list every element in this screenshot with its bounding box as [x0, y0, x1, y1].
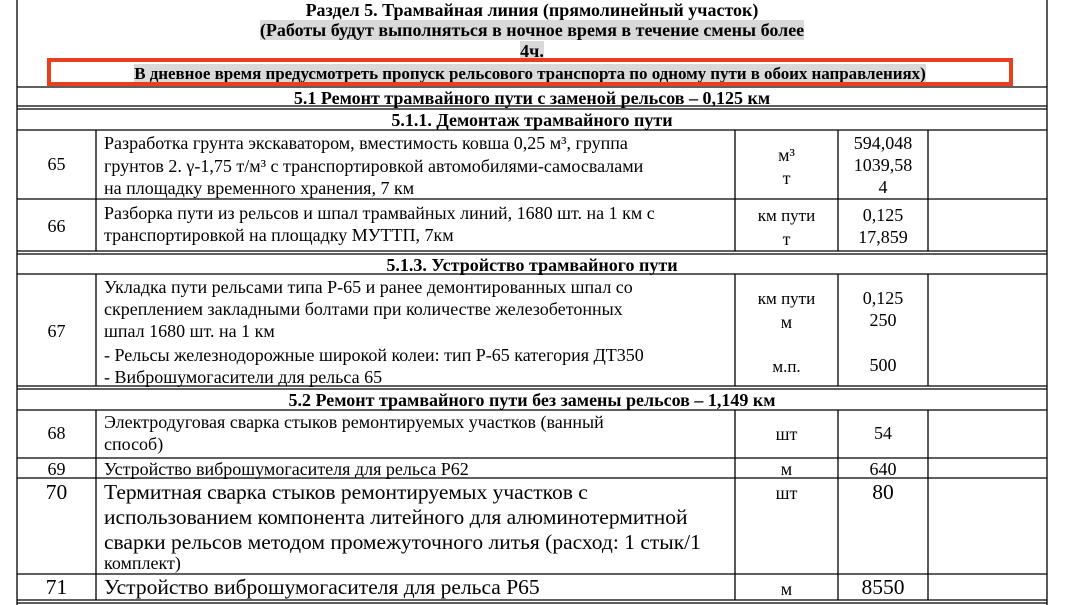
- row-66-unit: т: [782, 229, 791, 249]
- section-title: Раздел 5. Трамвайная линия (прямолинейный участок): [305, 0, 759, 20]
- row-67-qty: 500: [869, 355, 897, 375]
- row-65-unit: м³: [778, 145, 795, 165]
- row-70-number: 70: [45, 480, 68, 504]
- row-67-desc-line: - Виброшумогасители для рельса 65: [104, 367, 383, 387]
- row-65-qty: 4: [878, 177, 888, 197]
- row-67-qty: 0,125: [862, 288, 904, 308]
- row-70-desc-line: комплект): [104, 553, 181, 573]
- night-work-note: (Работы будут выполняться в ночное время в течение смены более: [259, 20, 805, 40]
- row-67-unit: м.п.: [772, 357, 801, 376]
- row-70-desc-line: использованием компонента литейного для алюминотермитной: [104, 505, 688, 529]
- row-67-unit: м: [780, 312, 793, 332]
- row-67-qty: 250: [869, 310, 897, 330]
- row-67-desc-line: - Рельсы железнодорожные широкой колеи: тип Р-65 категория ДТ350: [104, 345, 644, 365]
- row-71-desc-line: Устройство виброшумогасителя для рельса Р65: [104, 575, 540, 599]
- row-71-number: 71: [45, 575, 68, 599]
- row-71-qty: 8550: [861, 575, 905, 599]
- row-68-number: 68: [47, 423, 66, 443]
- row-70-qty: 80: [872, 480, 894, 504]
- row-65-desc-line: на площадку временного хранения, 7 км: [104, 178, 415, 198]
- row-65-unit: т: [782, 168, 791, 188]
- daytime-traffic-note: В дневное время предусмотреть пропуск рельсового транспорта по одному пути в обоих направлениях): [134, 64, 926, 83]
- row-65-qty: 1039,58: [853, 155, 913, 175]
- row-69-desc-line: Устройство виброшумогасителя для рельса Р62: [104, 459, 469, 479]
- row-67-desc-line: скреплением закладными болтами при количестве железобетонных: [104, 299, 623, 319]
- row-70-desc-line: Термитная сварка стыков ремонтируемых участков с: [104, 480, 588, 504]
- row-65-desc-line: грунтов 2. γ-1,75 т/м³ с транспортировкой автомобилями-самосвалами: [104, 156, 644, 176]
- row-65-number: 65: [47, 154, 66, 174]
- row-65-qty: 594,048: [853, 133, 913, 153]
- highlight-box: [47, 58, 1013, 86]
- night-work-note-cont: 4ч.: [520, 41, 544, 61]
- row-65-desc-line: Разработка грунта экскаватором, вместимость ковша 0,25 м³, группа: [104, 133, 628, 153]
- row-69-number: 69: [47, 459, 66, 479]
- section-5-2: 5.2 Ремонт трамвайного пути без замены рельсов – 1,149 км: [288, 390, 776, 410]
- row-66-desc-line: Разборка пути из рельсов и шпал трамвайных линий, 1680 шт. на 1 км с: [104, 203, 655, 223]
- section-5-1-3: 5.1.3. Устройство трамвайного пути: [386, 255, 678, 275]
- section-5-1: 5.1 Ремонт трамвайного пути с заменой рельсов – 0,125 км: [293, 88, 771, 108]
- row-66-qty: 0,125: [862, 205, 904, 225]
- row-68-desc-line: Электродуговая сварка стыков ремонтируемых участков (ванный: [104, 412, 604, 432]
- section-5-1-1: 5.1.1. Демонтаж трамвайного пути: [391, 110, 673, 130]
- row-68-desc-line: способ): [104, 434, 164, 454]
- row-66-unit: км пути: [757, 206, 816, 225]
- row-67-number: 67: [47, 321, 66, 341]
- row-70-unit: шт: [775, 483, 798, 503]
- row-68-unit: шт: [775, 424, 798, 444]
- row-67-unit: км пути: [757, 289, 816, 308]
- row-67-desc-line: шпал 1680 шт. на 1 км: [104, 321, 275, 341]
- row-66-desc-line: транспортировкой на площадку МУТТП, 7км: [104, 225, 454, 245]
- row-67-desc-line: Укладка пути рельсами типа Р-65 и ранее демонтированных шпал со: [104, 277, 633, 297]
- row-68-qty: 54: [874, 423, 892, 443]
- row-69-unit: м: [780, 459, 793, 479]
- row-66-qty: 17,859: [858, 227, 908, 247]
- row-69-qty: 640: [869, 459, 897, 479]
- row-66-number: 66: [47, 216, 66, 236]
- row-70-desc-line: сварки рельсов методом промежуточного литья (расход: 1 стык/1: [104, 530, 701, 554]
- row-71-unit: м: [780, 579, 793, 599]
